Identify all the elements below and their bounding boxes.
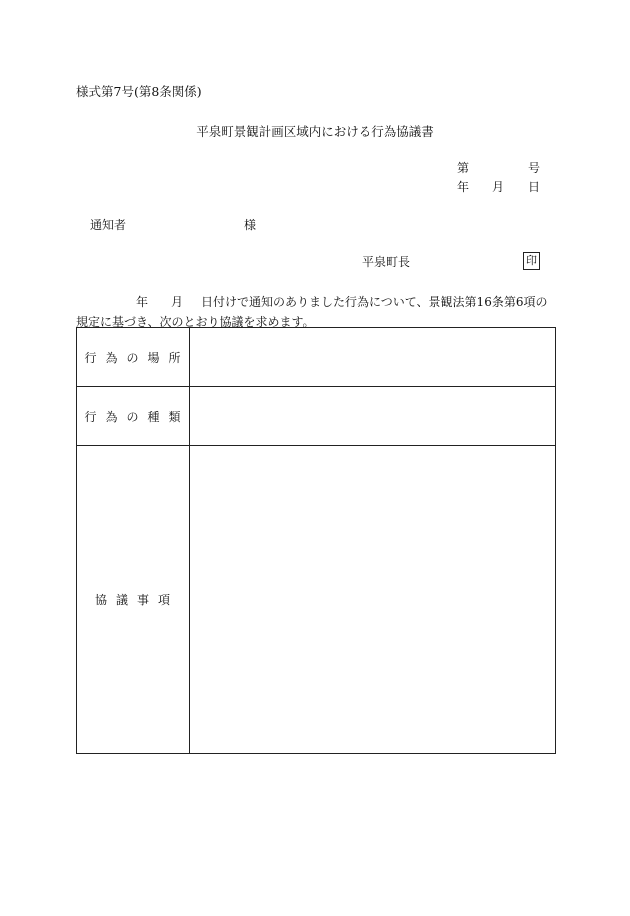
notifier-label: 通知者 bbox=[90, 218, 127, 232]
doc-number-prefix: 第 bbox=[457, 161, 470, 175]
seal-stamp: 印 bbox=[523, 252, 540, 270]
body-paragraph bbox=[76, 292, 556, 332]
row-label-type: 行為の種類 bbox=[77, 387, 190, 446]
row-value-type[interactable] bbox=[190, 387, 556, 446]
doc-number-suffix: 号 bbox=[528, 161, 541, 175]
form-number: 様式第7号(第8条関係) bbox=[76, 84, 202, 99]
document-title: 平泉町景観計画区域内における行為協議書 bbox=[196, 124, 434, 139]
consultation-table bbox=[76, 327, 556, 754]
table-row bbox=[77, 328, 556, 387]
body-text: 日付けで通知のありました行為について、景観法第16条第6項の規定に基づき、次のとおり協議を求めます。 bbox=[76, 295, 548, 329]
body-month: 月 bbox=[171, 295, 184, 309]
table-row bbox=[77, 387, 556, 446]
table-row bbox=[77, 446, 556, 754]
row-value-matters[interactable] bbox=[190, 446, 556, 754]
row-value-location[interactable] bbox=[190, 328, 556, 387]
issuer-name: 平泉町長 bbox=[362, 255, 411, 269]
date-day: 日 bbox=[528, 180, 541, 194]
body-year: 年 bbox=[136, 295, 149, 309]
row-label-location: 行為の場所 bbox=[77, 328, 190, 387]
notifier-honorific: 様 bbox=[244, 218, 257, 232]
row-label-matters: 協議事項 bbox=[77, 446, 190, 754]
date-year: 年 bbox=[457, 180, 470, 194]
date-month: 月 bbox=[492, 180, 505, 194]
